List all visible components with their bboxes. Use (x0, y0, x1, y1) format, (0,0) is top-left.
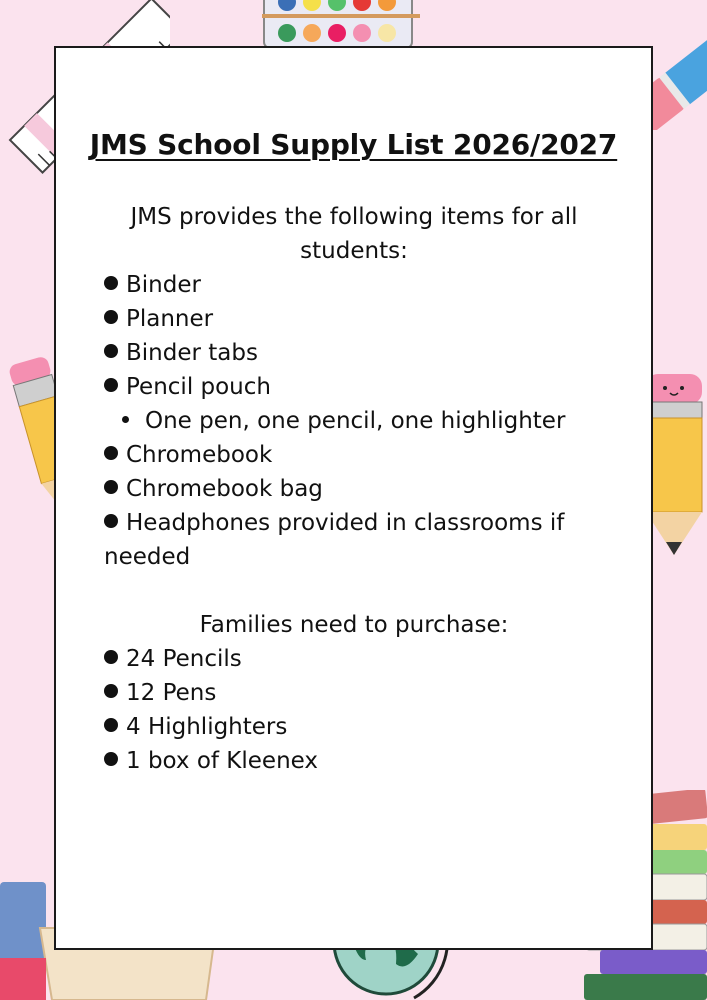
bullet-icon (104, 684, 118, 698)
provided-list (104, 268, 604, 574)
bullet-icon (104, 650, 118, 664)
list-item: Chromebook (104, 438, 604, 472)
bullet-icon (104, 378, 118, 392)
bullet-icon (104, 344, 118, 358)
purchase-list (104, 642, 604, 778)
list-item: 24 Pencils (104, 642, 604, 676)
list-item: Planner (104, 302, 604, 336)
list-item: Headphones provided in classrooms if needed (104, 510, 565, 570)
bullet-icon (104, 480, 118, 494)
bullet-icon (104, 752, 118, 766)
purchase-heading: Families need to purchase: (199, 612, 509, 638)
supply-list-content (104, 200, 604, 778)
bullet-icon (104, 718, 118, 732)
paint-palette-icon (262, 0, 422, 52)
sub-list-item: One pen, one pencil, one highlighter (104, 404, 604, 438)
list-item: Pencil pouch (104, 370, 604, 404)
list-item: 4 Highlighters (104, 710, 604, 744)
page-title: JMS School Supply List 2026/2027 (89, 128, 618, 161)
list-item: 12 Pens (104, 676, 604, 710)
list-item: Binder tabs (104, 336, 604, 370)
bullet-icon (104, 446, 118, 460)
list-item: Chromebook bag (104, 472, 604, 506)
bullet-icon (104, 514, 118, 528)
provided-heading: JMS provides the following items for all students: (130, 204, 578, 264)
sub-bullet-icon (122, 416, 129, 423)
bullet-icon (104, 310, 118, 324)
list-item: Binder (104, 268, 604, 302)
list-item: 1 box of Kleenex (104, 744, 604, 778)
bullet-icon (104, 276, 118, 290)
